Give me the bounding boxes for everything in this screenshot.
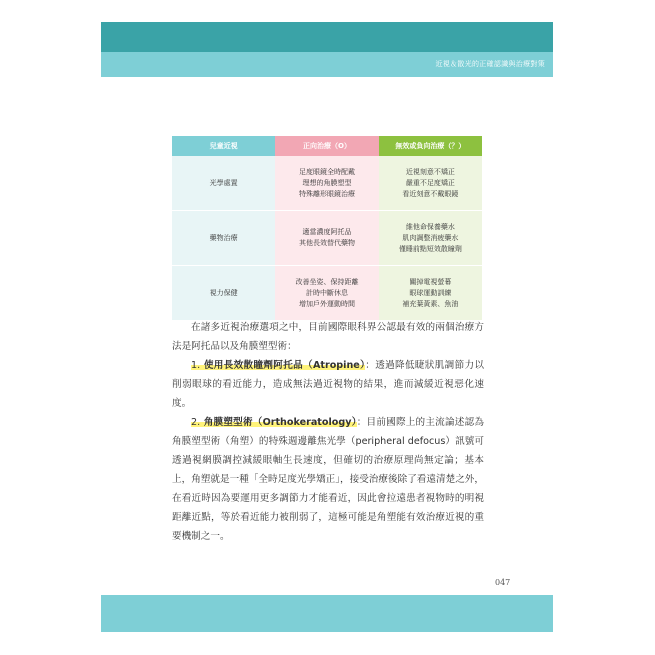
item-2-number: 2. — [191, 417, 201, 428]
item-2-text: ：目前國際上的主流論述認為角膜塑型術（角塑）的特殊週邊離焦光學（peripheral defocus）訊號可透過視網膜調控減緩眼軸生長速度，但確切的治療原理尚無定論；基本上，角塑就是一種「全時足度光學矯正」，接受治療後除了看遠清楚之外，在看近時因為要運用更多調節力才能看近，因此會拉遠患者視物時的明視距離近點，等於看近能力被削弱了，這極可能是角塑能有效治療近視的重要機制之一。 — [172, 417, 485, 542]
table-row — [172, 266, 482, 321]
cell-line: 關掉電視螢幕 — [409, 277, 452, 286]
intro-paragraph: 在諸多近視治療選項之中，目前國際眼科界公認最有效的兩個治療方法是阿托品以及角膜塑型術： — [172, 322, 484, 352]
body-text — [172, 318, 484, 546]
running-head: 近視＆散光的正確認識與治療對策 — [435, 60, 545, 68]
row-category: 視力保健 — [172, 266, 275, 321]
bottom-color-band — [101, 595, 553, 632]
cell-line: 理想的角膜塑型 — [302, 178, 352, 187]
item-2-heading: 角膜塑型術（Orthokeratology） — [203, 417, 357, 428]
negative-cell — [379, 156, 482, 211]
header-positive-treatment: 正向治療（O） — [275, 136, 378, 156]
negative-cell — [379, 266, 482, 321]
row-category: 藥物治療 — [172, 211, 275, 266]
positive-cell — [275, 156, 378, 211]
cell-line: 計時中斷休息 — [305, 288, 348, 297]
cell-line: 近視刻意不矯正 — [405, 167, 455, 176]
cell-line: 其他長效替代藥物 — [298, 239, 355, 247]
cell-line: 看近刻意不戴眼鏡 — [402, 189, 459, 198]
item-1-highlight — [191, 360, 365, 371]
cell-line: 增加戶外運動時間 — [298, 299, 355, 308]
item-1-heading: 使用長效散瞳劑阿托品（Atropine） — [203, 360, 366, 371]
table-header-row — [172, 136, 482, 156]
table-row — [172, 156, 482, 211]
cell-line: 補充葉黃素、魚油 — [402, 299, 459, 308]
positive-cell — [275, 266, 378, 321]
cell-line: 適當濃度阿托品 — [302, 228, 352, 236]
cell-line: 僅睡前點短效散瞳劑 — [398, 244, 462, 253]
item-1-paragraph — [172, 356, 484, 413]
table-row — [172, 211, 482, 266]
cell-line: 維他命保養藥水 — [405, 222, 455, 231]
row-category: 光學處置 — [172, 156, 275, 211]
top-color-band — [101, 22, 553, 52]
cell-line: 肌肉調整消疲藥水 — [402, 233, 459, 242]
page-number: 047 — [495, 578, 511, 587]
cell-line: 眼球運動訓練 — [409, 288, 452, 297]
positive-cell — [275, 211, 378, 266]
cell-line: 改善坐姿、保持距離 — [295, 277, 359, 286]
item-2-paragraph — [172, 413, 484, 546]
cell-line: 足度眼鏡全時配戴 — [298, 167, 355, 176]
header-band — [101, 52, 553, 77]
header-children-myopia: 兒童近視 — [172, 136, 275, 156]
treatment-table — [172, 136, 482, 320]
item-1-text: ：透過降低睫狀肌調節力以削弱眼球的看近能力，造成無法過近視物的結果，進而減緩近視惡化速度。 — [172, 360, 485, 409]
item-2-highlight — [191, 417, 357, 428]
item-1-number: 1. — [191, 360, 201, 371]
cell-line: 特殊離形眼鏡治療 — [298, 189, 355, 198]
header-negative-treatment: 無效或負向治療（？） — [379, 136, 482, 156]
negative-cell — [379, 211, 482, 266]
cell-line: 嚴重不足度矯正 — [405, 178, 455, 187]
